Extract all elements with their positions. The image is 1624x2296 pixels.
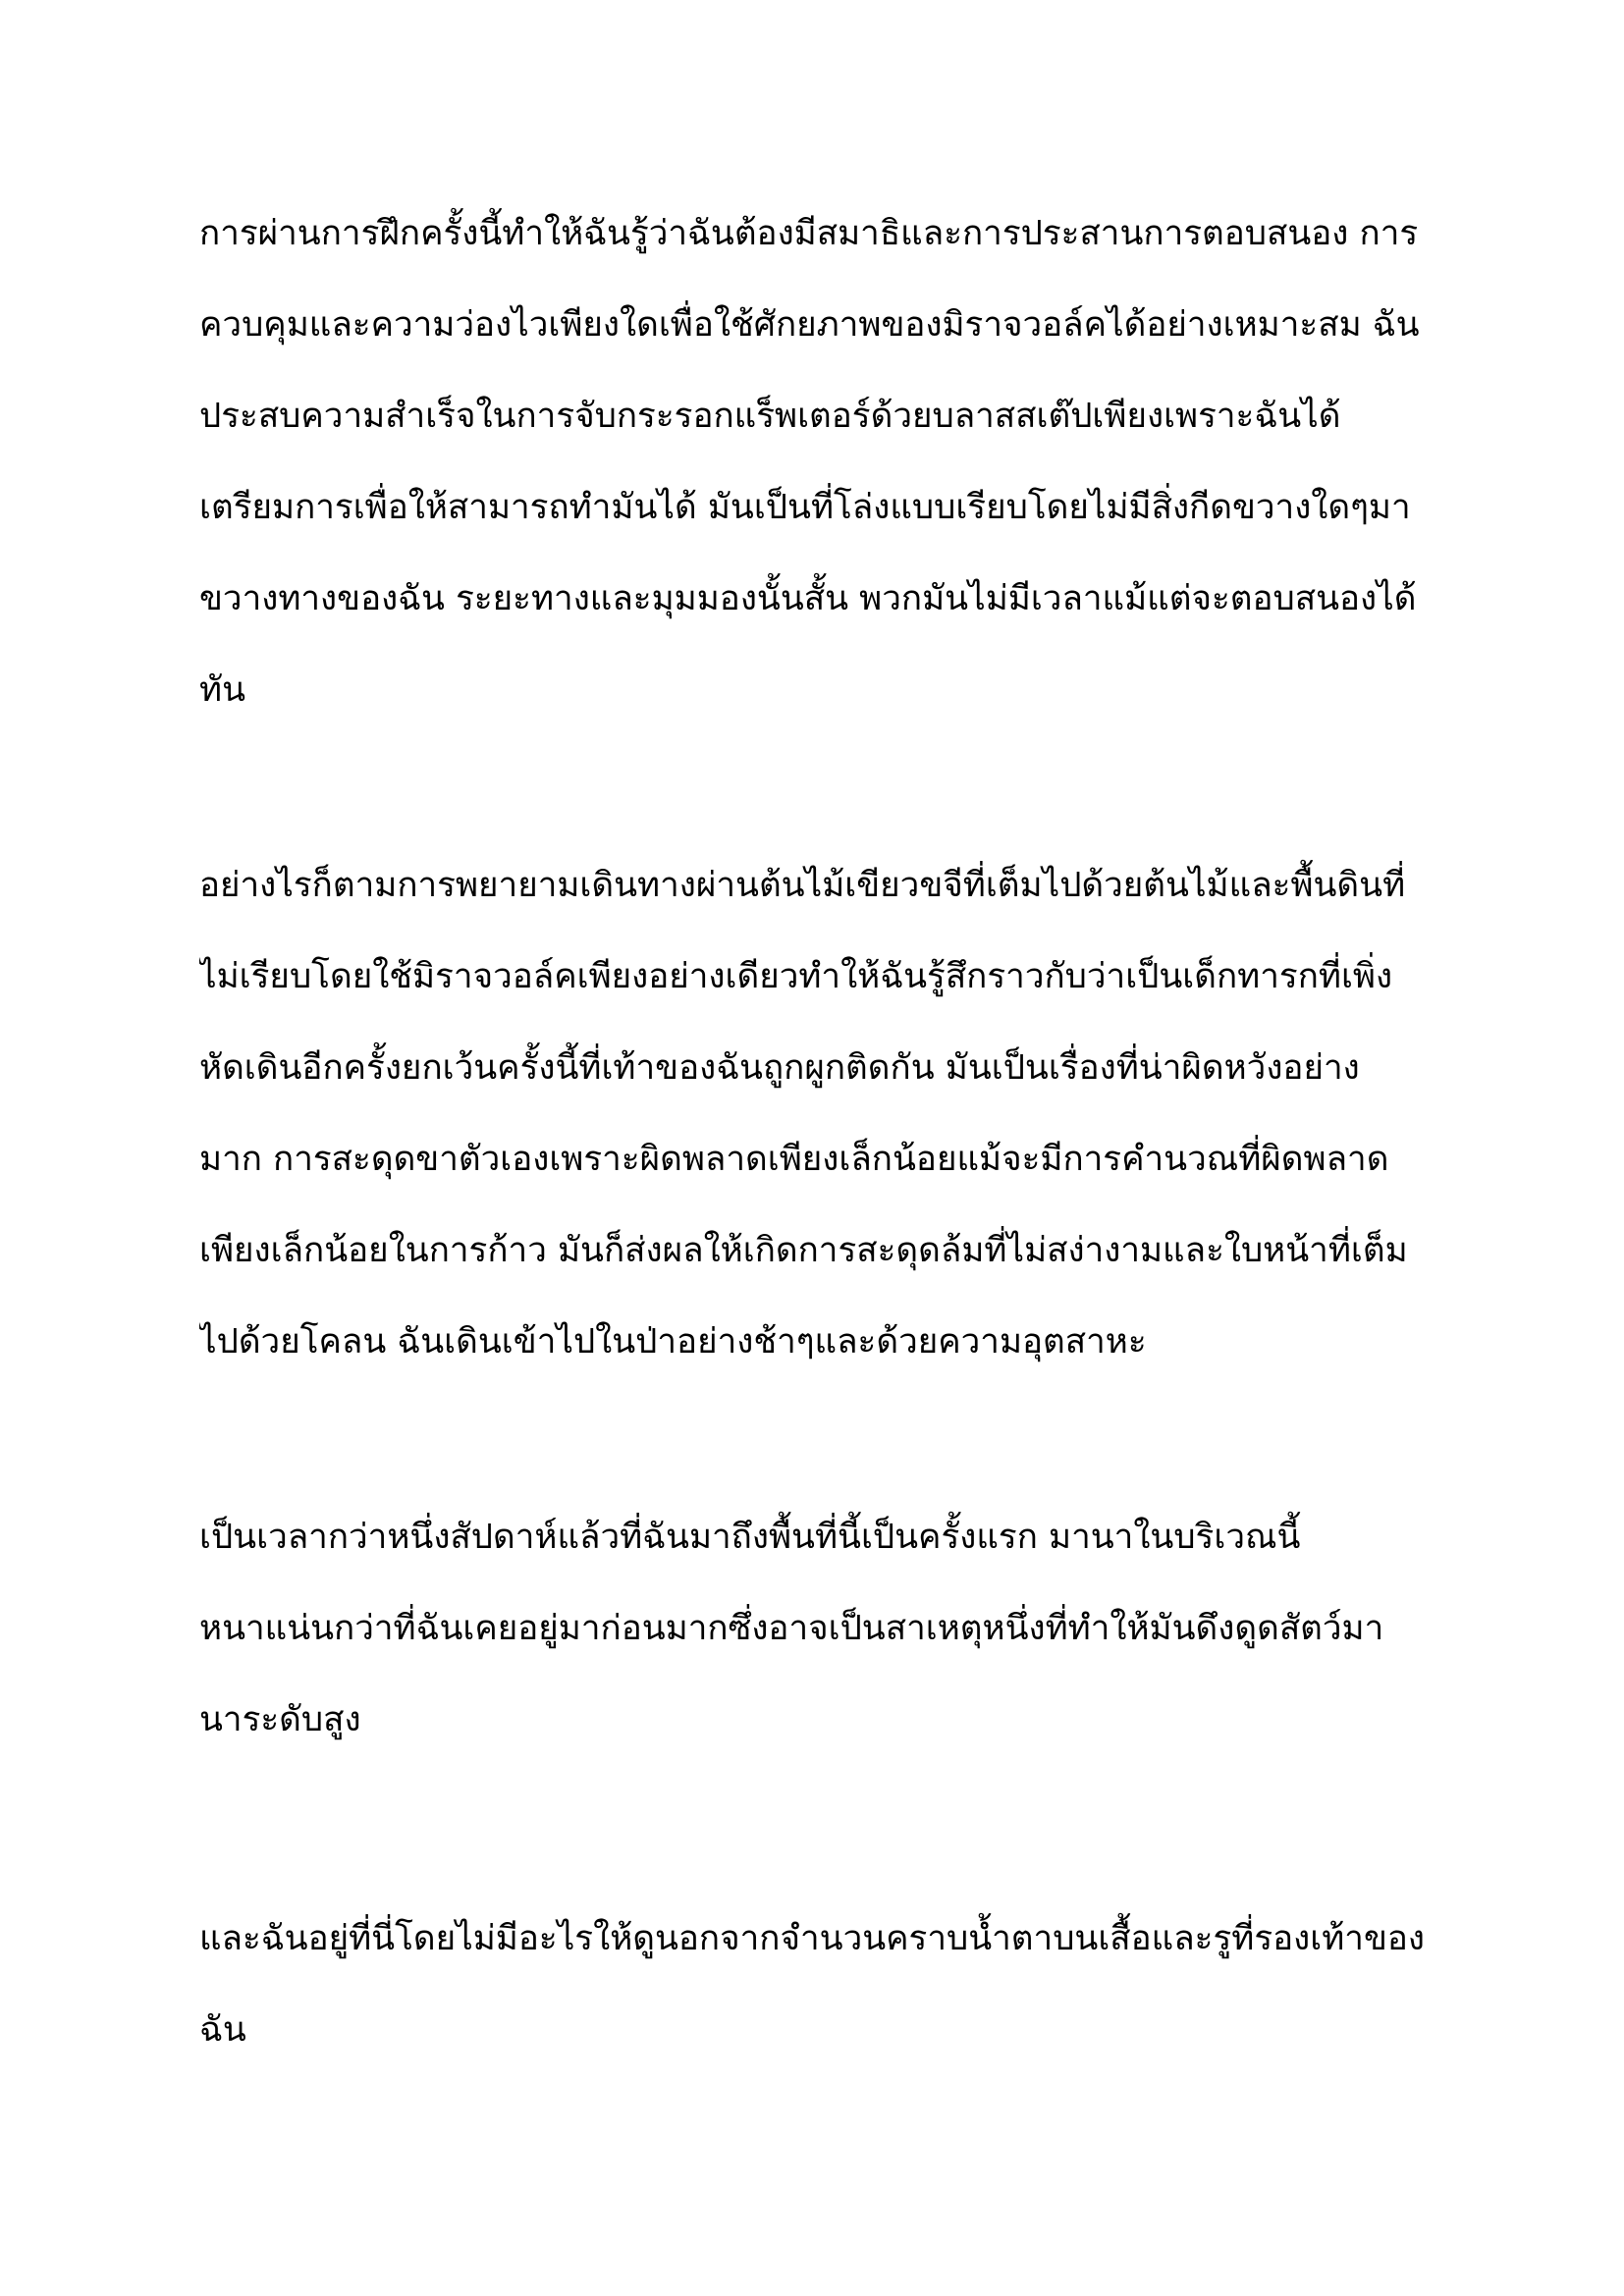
paragraph-4 bbox=[199, 1894, 1436, 2076]
paragraph-line: การผ่านการฝึกครั้งนี้ทำให้ฉันรู้ว่าฉันต้องมีสมาธิและการประสานการตอบสนอง การ bbox=[199, 214, 1419, 253]
paragraph-line: เตรียมการเพื่อให้สามารถทำมันได้ มันเป็นที่โล่งแบบเรียบโดยไม่มีสิ่งกีดขวางใดๆมา bbox=[199, 488, 1411, 527]
paragraph-line: หัดเดินอีกครั้งยกเว้นครั้งนี้ที่เท้าของฉันถูกผูกติดกัน มันเป็นเรื่องที่น่าผิดหวังอย่าง bbox=[199, 1048, 1360, 1088]
paragraph-line: หนาแน่นกว่าที่ฉันเคยอยู่มาก่อนมากซึ่งอาจเป็นสาเหตุหนึ่งที่ทำให้มันดึงดูดสัตว์มา bbox=[199, 1609, 1384, 1648]
paragraph-line: ประสบความสำเร็จในการจับกระรอกแร็พเตอร์ด้วยบลาสสเต๊ปเพียงเพราะฉันได้ bbox=[199, 397, 1341, 436]
paragraph-line: ทัน bbox=[199, 670, 245, 710]
paragraph-line: อย่างไรก็ตามการพยายามเดินทางผ่านต้นไม้เขียวขจีที่เต็มไปด้วยต้นไม้และพื้นดินที่ bbox=[199, 866, 1406, 905]
paragraph-3 bbox=[199, 1492, 1436, 1766]
paragraph-line: นาระดับสูง bbox=[199, 1700, 361, 1739]
paragraph-line: เป็นเวลากว่าหนึ่งสัปดาห์แล้วที่ฉันมาถึงพื้นที่นี้เป็นครั้งแรก มานาในบริเวณนี้ bbox=[199, 1518, 1301, 1557]
paragraph-line: ขวางทางของฉัน ระยะทางและมุมมองนั้นสั้น พวกมันไม่มีเวลาแม้แต่จะตอบสนองได้ bbox=[199, 579, 1417, 618]
paragraph-line: เพียงเล็กน้อยในการก้าว มันก็ส่งผลให้เกิดการสะดุดล้มที่ไม่สง่างามและใบหน้าที่เต็ม bbox=[199, 1231, 1408, 1270]
paragraph-line: ไม่เรียบโดยใช้มิราจวอล์คเพียงอย่างเดียวทำให้ฉันรู้สึกราวกับว่าเป็นเด็กทารกที่เพิ่ง bbox=[199, 957, 1393, 996]
paragraph-line: ไปด้วยโคลน ฉันเดินเข้าไปในป่าอย่างช้าๆและด้วยความอุตสาหะ bbox=[199, 1322, 1147, 1362]
paragraph-1 bbox=[199, 188, 1436, 736]
paragraph-line: ฉัน bbox=[199, 2010, 246, 2050]
paragraph-2 bbox=[199, 840, 1436, 1388]
paragraph-line: มาก การสะดุดขาตัวเองเพราะผิดพลาดเพียงเล็กน้อยแม้จะมีการคำนวณที่ผิดพลาด bbox=[199, 1140, 1389, 1179]
paragraph-line: ควบคุมและความว่องไวเพียงใดเพื่อใช้ศักยภาพของมิราจวอล์คได้อย่างเหมาะสม ฉัน bbox=[199, 305, 1420, 345]
paragraph-line: และฉันอยู่ที่นี่โดยไม่มีอะไรให้ดูนอกจากจำนวนคราบน้ำตาบนเสื้อและรูที่รองเท้าของ bbox=[199, 1919, 1425, 1958]
